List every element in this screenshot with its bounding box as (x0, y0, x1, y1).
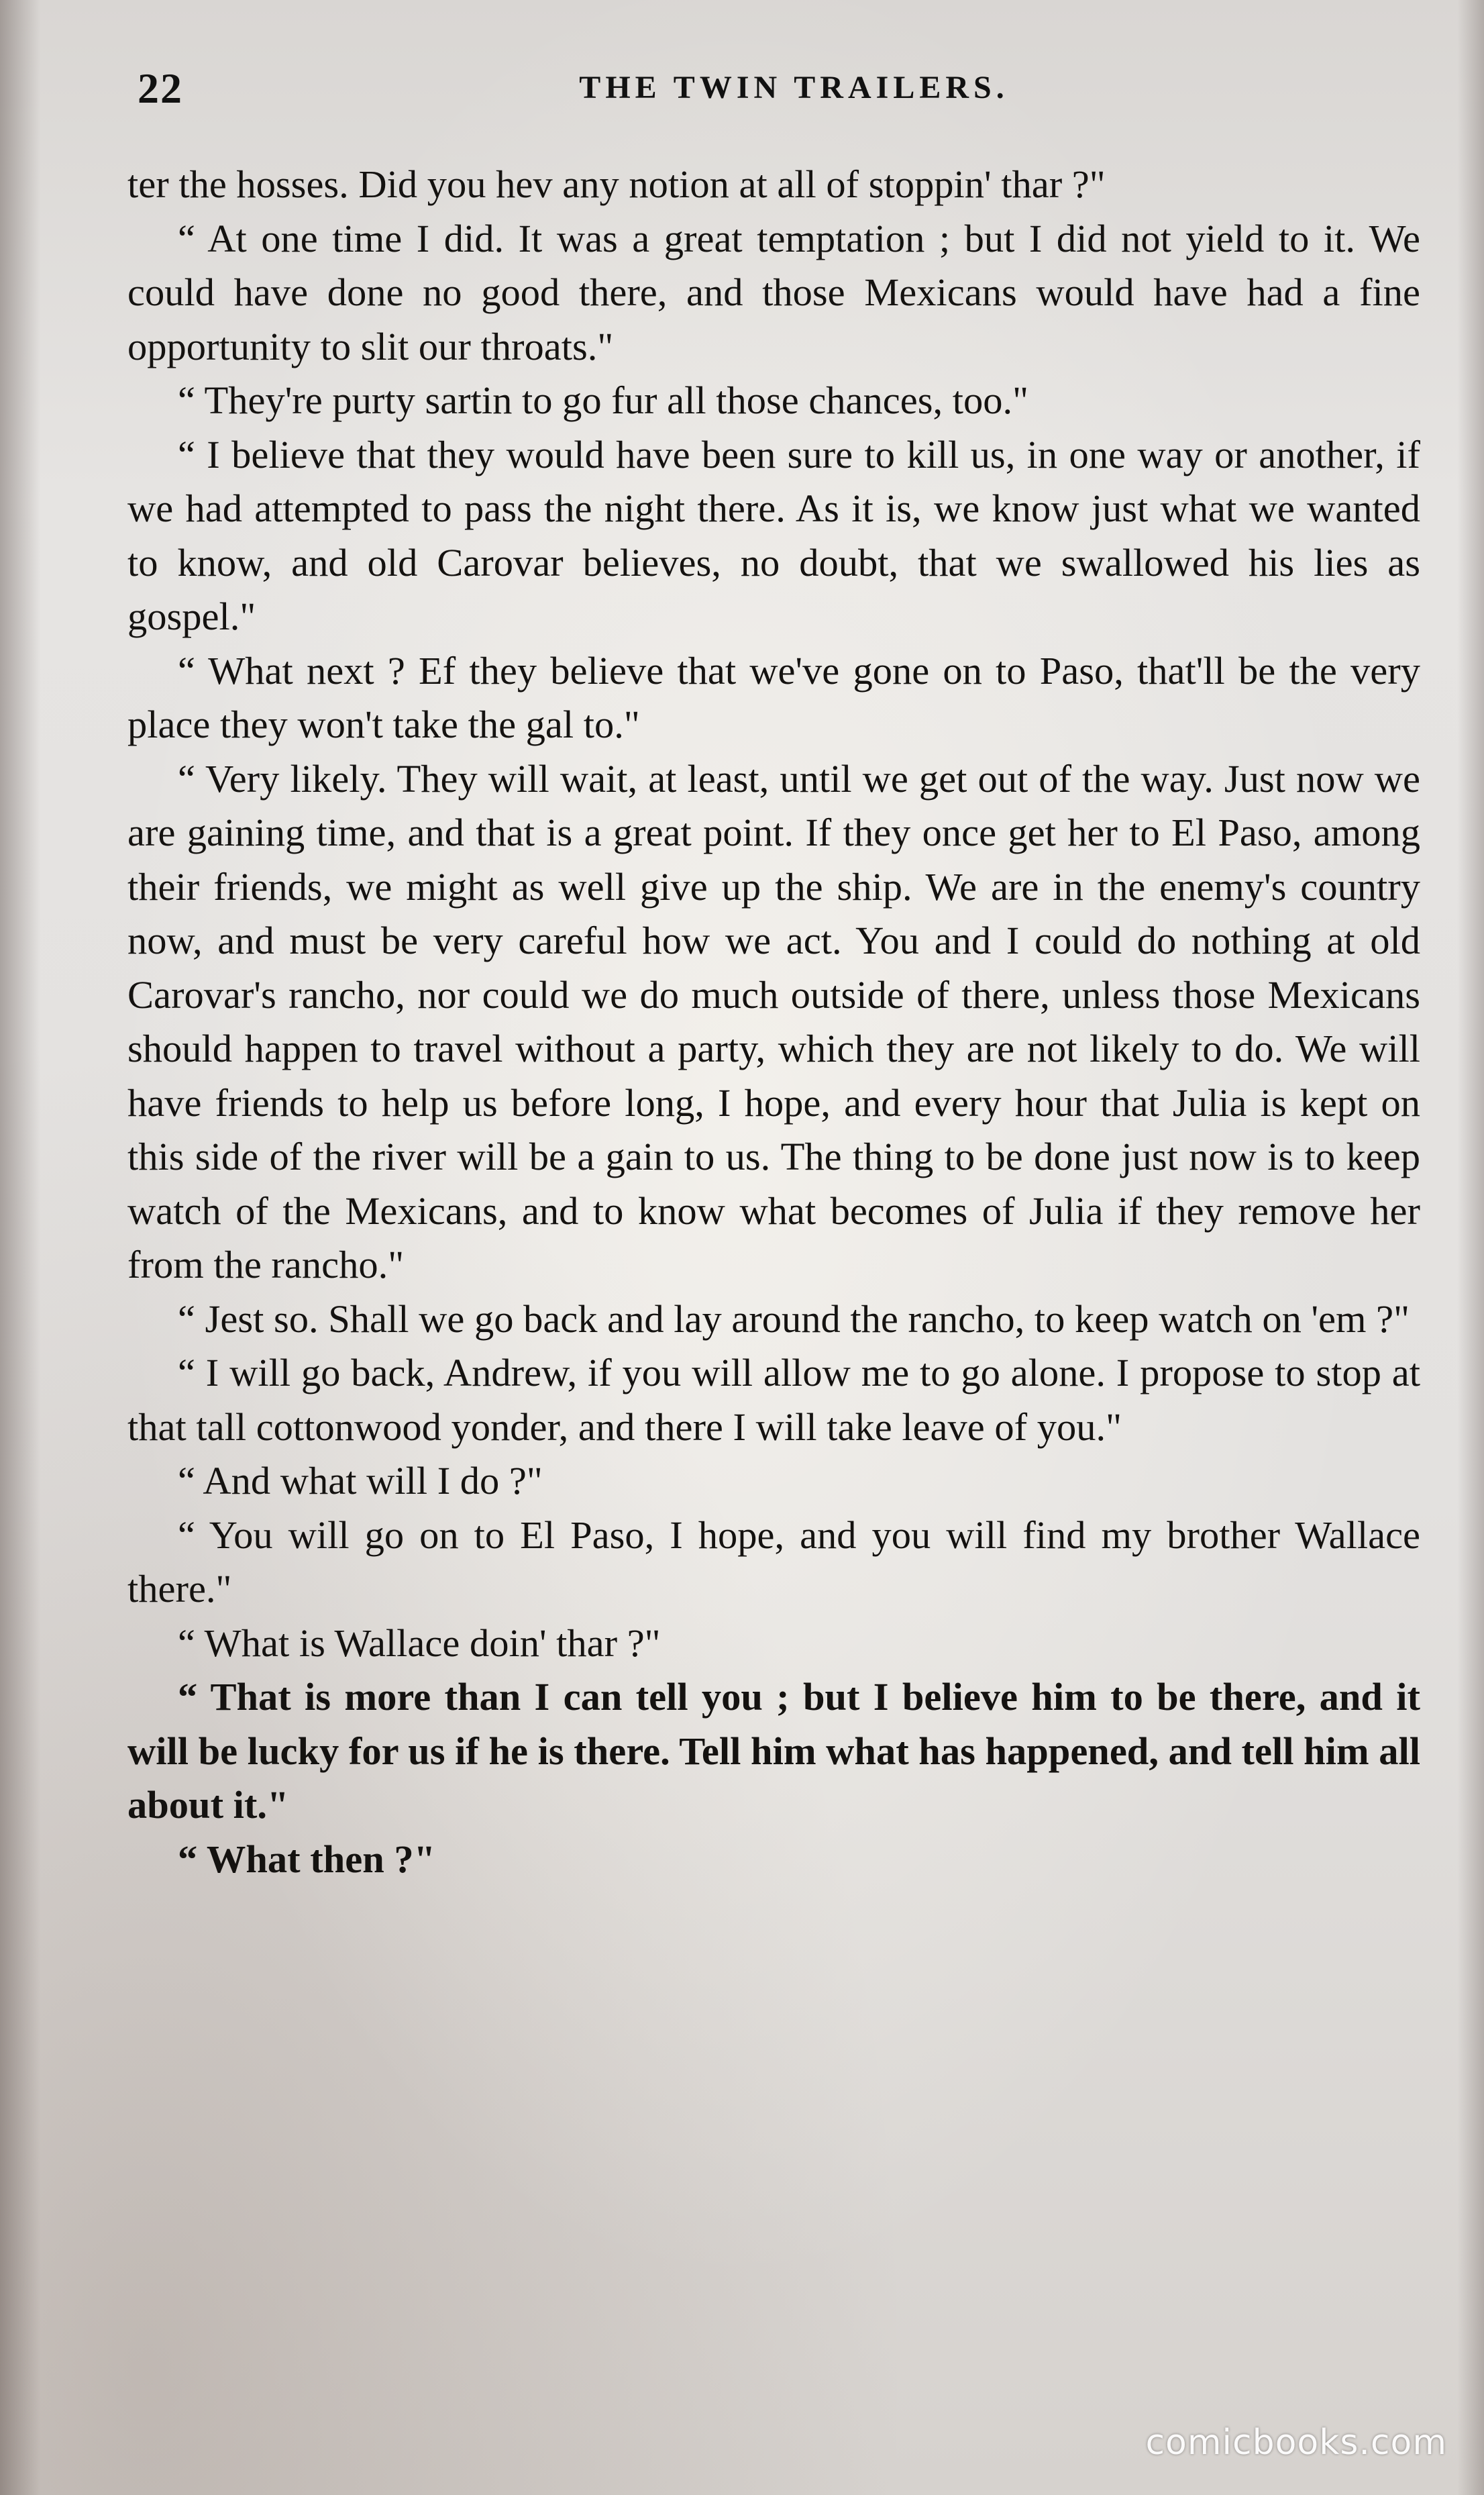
paragraph: “ That is more than I can tell you ; but I believe him to be there, and it will be lucky for us if he is there. Tell him what has happened, and tell him all about it." (127, 1675, 1421, 1827)
watermark: comicbooks.com (1145, 2423, 1447, 2463)
paragraph: “ They're purty sartin to go fur all those chances, too." (178, 378, 1028, 422)
page-header (138, 64, 1410, 117)
page-number: 22 (138, 64, 183, 112)
paragraph: “ What is Wallace doin' thar ?" (178, 1621, 661, 1665)
paragraph: ter the hosses. Did you hev any notion at all of stoppin' thar ?" (127, 162, 1106, 206)
body-text (127, 158, 1420, 1886)
running-title: THE TWIN TRAILERS. (579, 70, 1009, 105)
paragraph: “ What then ?" (178, 1837, 436, 1881)
paragraph: “ You will go on to El Paso, I hope, and you will find my brother Wallace there." (127, 1513, 1420, 1611)
paragraph: “ And what will I do ?" (178, 1459, 543, 1503)
paragraph: “ I will go back, Andrew, if you will allow me to go alone. I propose to stop at that tall cottonwood yonder, and there I will take leave of you." (127, 1351, 1420, 1449)
paragraph: “ At one time I did. It was a great temptation ; but I did not yield to it. We could have done no good there, and those Mexicans would have had a fine opportunity to slit our throats." (127, 216, 1420, 368)
paragraph: “ What next ? Ef they believe that we've gone on to Paso, that'll be the very place they won't take the gal to." (127, 648, 1420, 746)
paragraph: “ I believe that they would have been sure to kill us, in one way or another, if we had attempted to pass the night there. As it is, we know just what we wanted to know, and old Carovar believes, no doubt, that we swallowed his lies as gospel." (127, 432, 1420, 638)
paragraph: “ Very likely. They will wait, at least, until we get out of the way. Just now we are gaining time, and that is a great point. If they once get her to El Paso, among their friends, we might as well give up the ship. We are in the enemy's country now, and must be very careful how we act. You and I could do nothing at old Carovar's rancho, nor could we do much outside of there, unless those Mexicans should happen to travel without a party, which they are not likely to do. We will have friends to help us before long, I hope, and every hour that Julia is kept on this side of the river will be a gain to us. The thing to be done just now is to keep watch of the Mexicans, and to know what becomes of Julia if they remove her from the rancho." (127, 756, 1420, 1286)
paragraph: “ Jest so. Shall we go back and lay around the rancho, to keep watch on 'em ?" (178, 1296, 1410, 1341)
